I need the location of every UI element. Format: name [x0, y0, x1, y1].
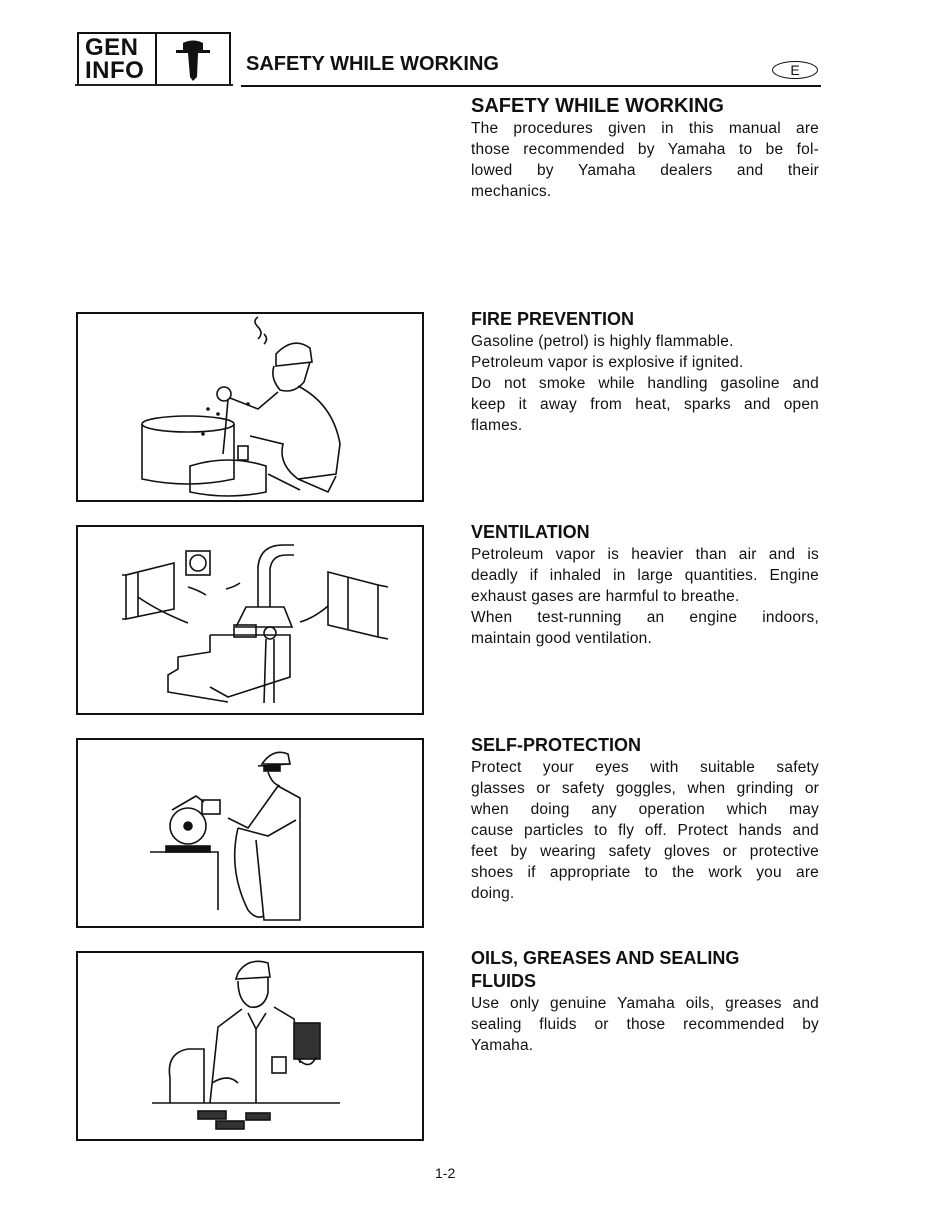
body-line: those recommended by Yamaha to be fol-	[471, 141, 819, 158]
fire-prevention-figure	[76, 312, 424, 502]
section-title: VENTILATION	[471, 522, 590, 542]
body-line: sealing fluids or those recommended by	[471, 1016, 819, 1033]
body-line: lowed by Yamaha dealers and their	[471, 162, 819, 179]
language-badge: E	[772, 61, 818, 79]
header-divider-left	[75, 84, 233, 86]
engine-exhaust-ventilation-illustration	[78, 527, 422, 713]
intro-section	[471, 95, 819, 202]
section-code-line1: GEN	[85, 34, 139, 61]
body-line: Use only genuine Yamaha oils, greases and	[471, 995, 819, 1012]
body-line: cause particles to fly off. Protect hands and	[471, 822, 819, 839]
section-body	[471, 757, 819, 904]
mechanic-holding-yamaha-oil-illustration	[78, 953, 422, 1139]
body-line: Protect your eyes with suitable safety	[471, 759, 819, 776]
body-line: Gasoline (petrol) is highly flammable.	[471, 333, 734, 350]
intro-body	[471, 118, 819, 202]
body-line: Petroleum vapor is explosive if ignited.	[471, 354, 744, 371]
body-line: when doing any operation which may	[471, 801, 819, 818]
self-protection-section	[471, 734, 819, 904]
body-line: shoes if appropriate to the work you are	[471, 864, 819, 881]
header-divider	[241, 85, 821, 87]
section-title: SELF-PROTECTION	[471, 735, 641, 755]
body-line: The procedures given in this manual are	[471, 120, 819, 137]
body-line: glasses or safety goggles, when grinding or	[471, 780, 819, 797]
body-line: feet by wearing safety gloves or protective	[471, 843, 819, 860]
section-title-line1: OILS, GREASES AND SEALING	[471, 948, 740, 968]
mechanic-grinding-with-goggles-illustration	[78, 740, 422, 926]
section-title-line2: FLUIDS	[471, 971, 536, 991]
section-body	[471, 993, 819, 1056]
page-header-title: SAFETY WHILE WORKING	[246, 53, 499, 75]
section-title: FIRE PREVENTION	[471, 309, 635, 329]
intro-title: SAFETY WHILE WORKING	[471, 95, 724, 117]
oils-greases-figure	[76, 951, 424, 1141]
outboard-motor-icon	[157, 34, 229, 85]
body-line: When test-running an engine indoors,	[471, 609, 819, 626]
body-line: flames.	[471, 417, 523, 434]
body-line: deadly if inhaled in large quantities. Engine	[471, 567, 819, 584]
body-line: doing.	[471, 885, 515, 902]
self-protection-figure	[76, 738, 424, 928]
fire-prevention-section	[471, 308, 819, 436]
section-tab-gen-info	[77, 32, 231, 85]
body-line: mechanics.	[471, 183, 552, 200]
body-line: Petroleum vapor is heavier than air and is	[471, 546, 819, 563]
section-body	[471, 544, 819, 649]
page-number: 1-2	[435, 1165, 456, 1181]
body-line: Do not smoke while handling gasoline and	[471, 375, 819, 392]
oils-greases-section	[471, 947, 819, 1056]
body-line: Yamaha.	[471, 1037, 534, 1054]
body-line: keep it away from heat, sparks and open	[471, 396, 819, 413]
ventilation-section	[471, 521, 819, 649]
section-code-line2: INFO	[85, 57, 145, 84]
section-code	[79, 34, 157, 85]
mechanic-pouring-gasoline-illustration	[78, 314, 422, 500]
ventilation-figure	[76, 525, 424, 715]
body-line: maintain good ventilation.	[471, 630, 652, 647]
body-line: exhaust gases are harmful to breathe.	[471, 588, 740, 605]
section-body	[471, 331, 819, 436]
